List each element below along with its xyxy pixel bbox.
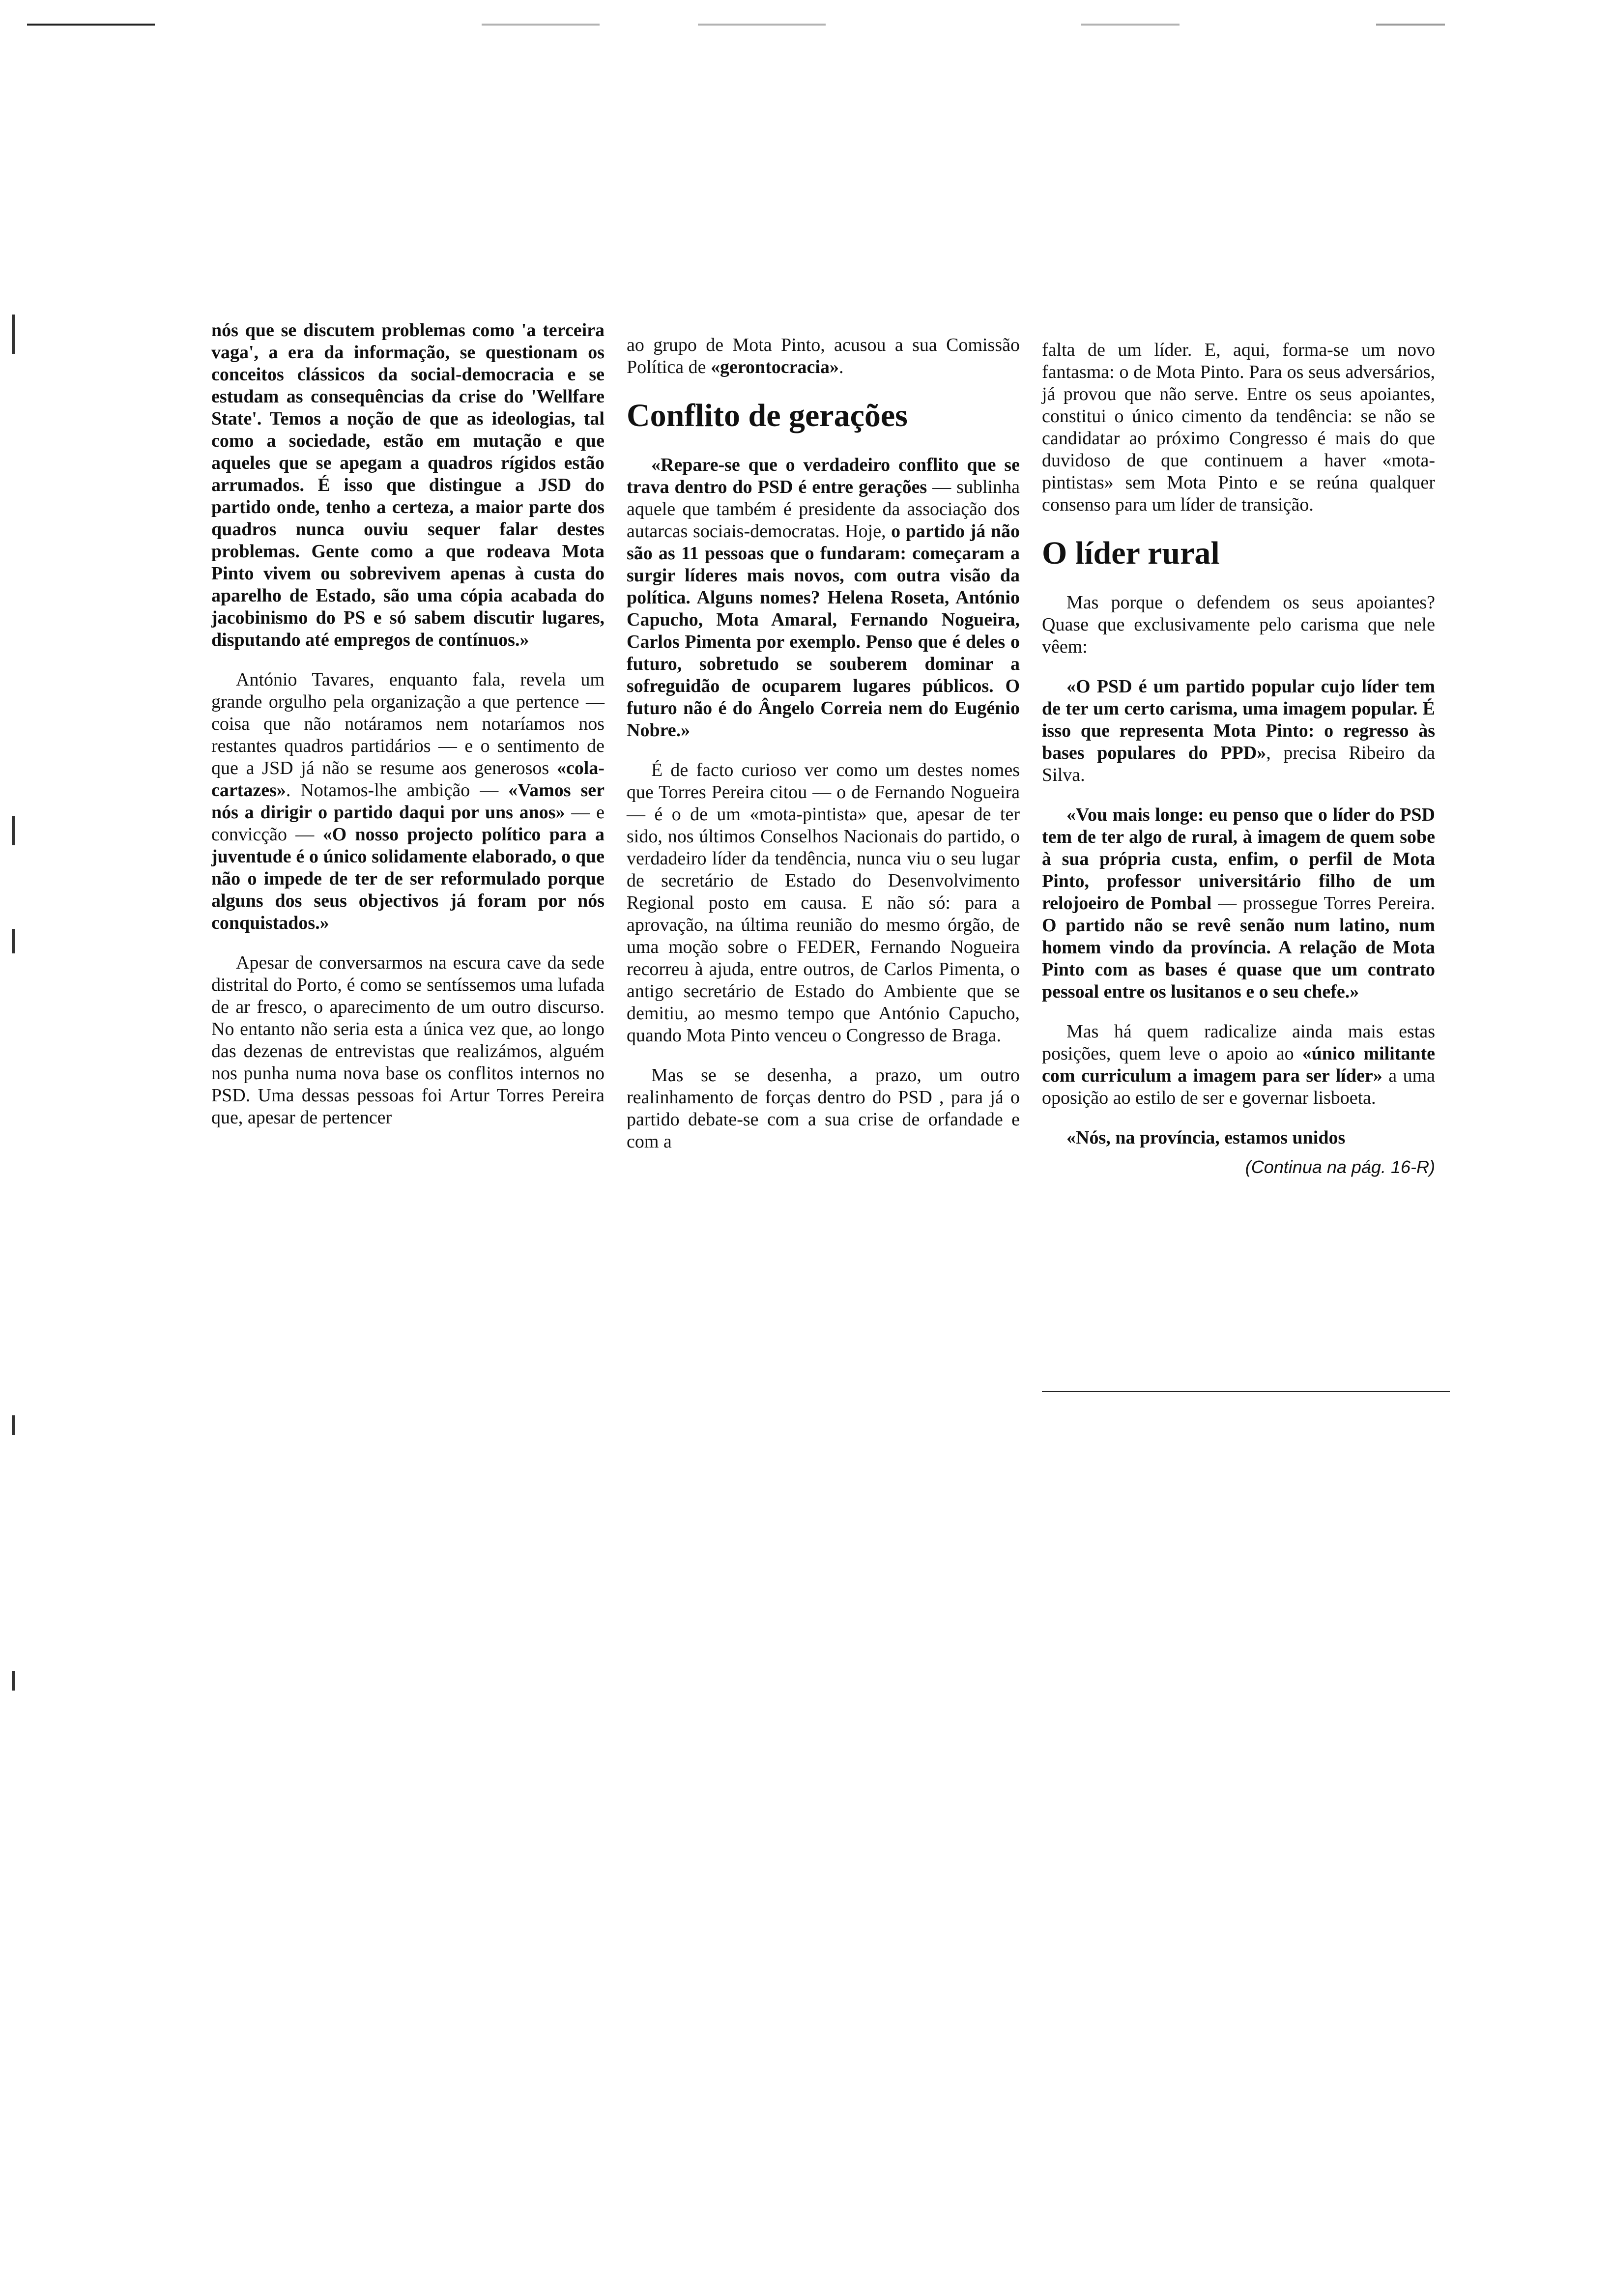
text-run: Mas há quem radicalize ainda mais estas posições, quem leve o apoio ao bbox=[1042, 1021, 1435, 1064]
text-run: — sublinha aquele que também é presidente da associação dos autarcas sociais-democratas. Hoje, bbox=[627, 477, 1020, 542]
scan-artifact-edge-mark bbox=[12, 929, 15, 953]
paragraph: É de facto curioso ver como um destes nomes que Torres Pereira citou — o de Fernando Nogueira — é o de um «mota-pintista» que, apesar de ter sido, nos últimos Conselhos Nacionais do partido, o verdadeiro líder da tendência, nunca viu o seu lugar de secretário de Estado do Desenvolvimento Regional posto em causa. E não só: para a aprovação, na última reunião do mesmo órgão, de uma moção sobre o FEDER, Fernando Nogueira recorreu à ajuda, entre outros, de Carlos Pimenta, o antigo secretário de Estado do Ambiente que se demitiu, ao mesmo tempo que António Capucho, quando Mota Pinto venceu o Congresso de Braga. bbox=[627, 760, 1020, 1046]
text-run: a uma oposição ao estilo de ser e governar lisboeta. bbox=[1042, 1065, 1435, 1108]
scan-artifact-top-line bbox=[482, 24, 600, 26]
paragraph bbox=[1042, 1021, 1435, 1109]
paragraph bbox=[627, 334, 1020, 378]
text-run: . Notamos-lhe ambição — bbox=[286, 780, 509, 801]
text-run: «gerontocracia» bbox=[710, 357, 839, 377]
paragraph: «Nós, na província, estamos unidos bbox=[1066, 1127, 1346, 1148]
text-run: — e convicção — bbox=[211, 802, 604, 845]
paragraph: falta de um líder. E, aqui, forma-se um novo fantasma: o de Mota Pinto. Para os seus adversários, já provou que não serve. Entre os seus apoiantes, constitui o único cimento da tendência: se não se candidatar ao próximo Congresso é mais do que duvidoso de que continuem a haver «mota-pintistas» sem Mota Pinto e se reúna qualquer consenso para um líder de transição. bbox=[1042, 340, 1435, 515]
text-run: ao grupo de Mota Pinto, acusou a sua Comissão Política de bbox=[627, 335, 1020, 377]
paragraph: Apesar de conversarmos na escura cave da sede distrital do Porto, é como se sentíssemos uma lufada de ar fresco, o aparecimento de um outro discurso. No entanto não seria esta a única vez que, ao longo das dezenas de entrevistas que realizámos, alguém nos punha numa nova base os conflitos internos no PSD. Uma dessas pessoas foi Artur Torres Pereira que, apesar de pertencer bbox=[211, 952, 604, 1128]
scan-artifact-edge-mark bbox=[12, 315, 15, 354]
paragraph bbox=[211, 669, 604, 934]
article-column-3 bbox=[1042, 339, 1435, 1178]
text-run: António Tavares, enquanto fala, revela um grande orgulho pela organização a que pertence — coisa que não notáramos nem notaríamos nos restantes quadros partidários — e o sentimento de que a JSD já não se resume aos generosos bbox=[211, 669, 604, 778]
paragraph bbox=[627, 454, 1020, 742]
text-run: o partido já não são as 11 pessoas que o fundaram: começaram a surgir líderes mais novos, com outra visão da política. Alguns nomes? Helena Roseta, António Capucho, Mota Amaral, Fernando Nogueira, Carlos Pimenta por exemplo. Penso que é deles o futuro, sobretudo se souberem dominar a sofreguidão de ocuparem lugares públicos. O futuro não é do Ângelo Correia nem do Eugénio Nobre.» bbox=[627, 521, 1020, 741]
text-run: «cola-cartazes» bbox=[211, 758, 604, 801]
text-run: , precisa Ribeiro da Silva. bbox=[1042, 743, 1436, 785]
scan-artifact-top-line bbox=[1376, 24, 1445, 26]
text-run: — prossegue Torres Pereira. bbox=[1211, 893, 1435, 914]
text-run: O partido não se revê senão num latino, num homem vindo da província. A relação de Mota Pinto com as bases é quase que um contrato pessoal entre os lusitanos e o seu chefe.» bbox=[1042, 915, 1435, 1002]
paragraph bbox=[1042, 804, 1435, 1003]
article-column-1 bbox=[211, 319, 604, 1147]
scan-artifact-edge-mark bbox=[12, 1671, 15, 1691]
text-run: «Vou mais longe: eu penso que o líder do PSD tem de ter algo de rural, à imagem de quem sobe à sua própria custa, enfim, o perfil de Mota Pinto, professor universitário filho de um relojoeiro de Pombal bbox=[1042, 804, 1435, 914]
text-run: «Repare-se que o verdadeiro conflito que se trava dentro do PSD é entre gerações bbox=[627, 455, 1020, 497]
scan-artifact-edge-mark bbox=[12, 1415, 15, 1435]
paragraph: nós que se discutem problemas como 'a terceira vaga', a era da informação, se questionam os conceitos clássicos da social-democracia e se estudam as consequências da crise do 'Wellfare State'. Temos a noção de que as ideologias, tal como a sociedade, estão em mutação e que aqueles que se apegam a quadros rígidos estão arrumados. É isso que distingue a JSD do partido onde, tenho a certeza, a maior parte dos quadros nunca ouviu sequer falar destes problemas. Gente como a que rodeava Mota Pinto vivem ou sobrevivem apenas à custa do aparelho de Estado, são uma cópia acabada do jacobinismo do PS e só sabem discutir lugares, disputando até empregos de contínuos.» bbox=[211, 320, 604, 650]
scan-artifact-edge-mark bbox=[12, 816, 15, 845]
scan-artifact-top-line bbox=[1081, 24, 1180, 26]
paragraph: Mas porque o defendem os seus apoiantes? Quase que exclusivamente pelo carisma que nele vêem: bbox=[1042, 592, 1435, 657]
paragraph: Mas se se desenha, a prazo, um outro realinhamento de forças dentro do PSD , para já o partido debate-se com a sua crise de orfandade e com a bbox=[627, 1065, 1020, 1152]
text-run: «Vamos ser nós a dirigir o partido daqui por uns anos» bbox=[211, 780, 604, 823]
article-column-2 bbox=[627, 334, 1020, 1171]
text-run: «único militante com curriculum a imagem para ser líder» bbox=[1042, 1043, 1435, 1086]
text-run: «O PSD é um partido popular cujo líder tem de ter um certo carisma, uma imagem popular. É isso que representa Mota Pinto: o regresso às bases populares do PPD» bbox=[1042, 676, 1435, 763]
continued-on-page-note: (Continua na pág. 16-R) bbox=[1245, 1157, 1435, 1177]
scan-artifact-top-line bbox=[27, 24, 155, 26]
section-heading: O líder rural bbox=[1042, 535, 1220, 571]
section-heading: Conflito de gerações bbox=[627, 398, 908, 433]
scan-artifact-top-line bbox=[698, 24, 826, 26]
text-run: . bbox=[838, 357, 844, 377]
column-bottom-rule bbox=[1042, 1391, 1450, 1392]
paragraph bbox=[1042, 676, 1435, 786]
text-run: «O nosso projecto político para a juventude é o único solidamente elaborado, o que não o impede de ter de ser reformulado porque alguns dos seus objectivos já foram por nós conquistados.» bbox=[211, 824, 604, 933]
